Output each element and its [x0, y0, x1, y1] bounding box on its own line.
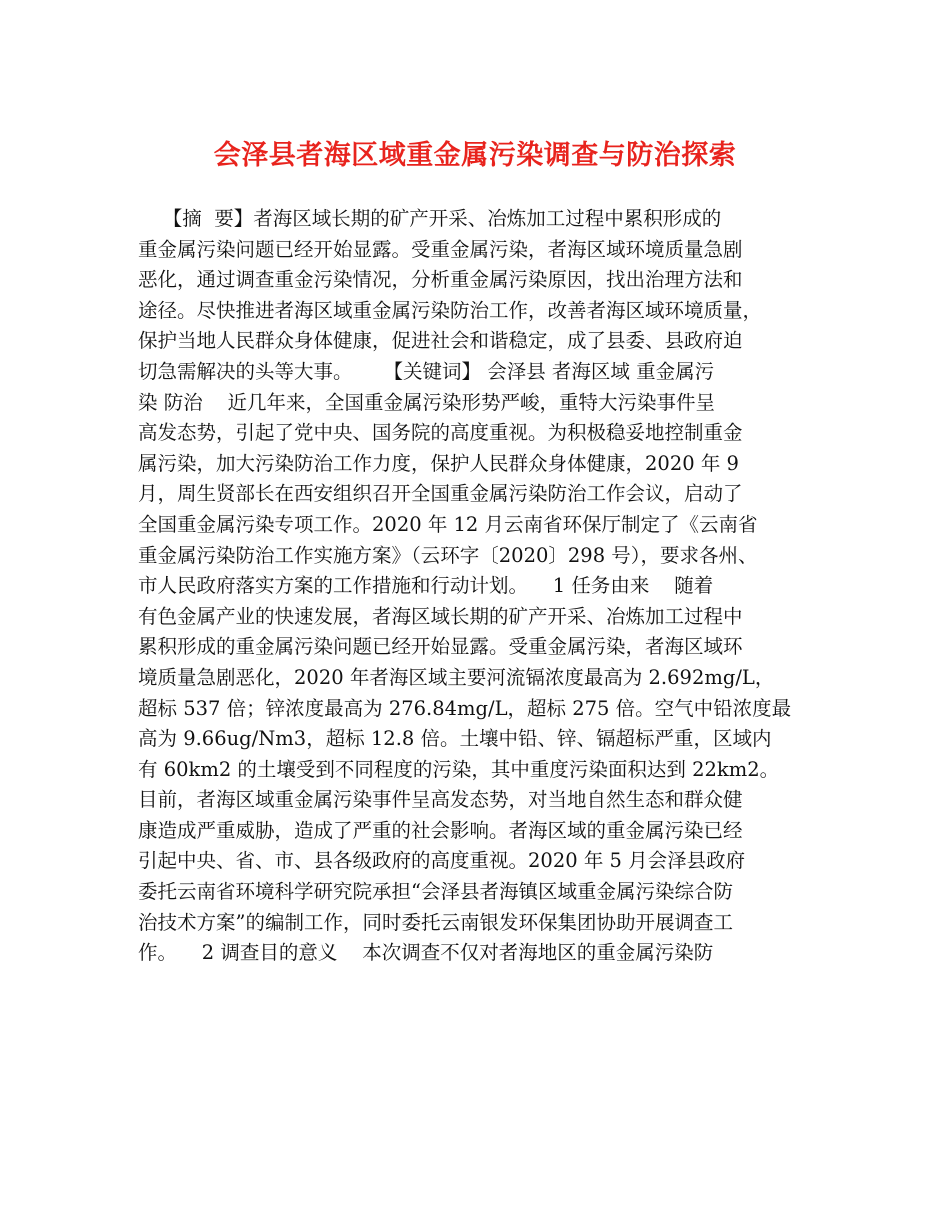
body-line: 月，周生贤部长在西安组织召开全国重金属污染防治工作会议，启动了: [138, 482, 743, 506]
body-line: 全国重金属污染专项工作。2020 年 12 月云南省环保厅制定了《云南省: [138, 512, 758, 536]
body-line: 超标 537 倍；锌浓度最高为 276.84mg/L，超标 275 倍。空气中铅浓度最: [138, 696, 792, 720]
body-line: 途径。尽快推进者海区域重金属污染防治工作，改善者海区域环境质量，: [138, 298, 763, 322]
document-body: [138, 204, 828, 969]
body-line: 保护当地人民群众身体健康，促进社会和谐稳定，成了县委、县政府迫: [138, 329, 743, 353]
body-line: 染 防治 近几年来，全国重金属污染形势严峻，重特大污染事件呈: [138, 390, 715, 414]
body-line: 高为 9.66ug/Nm3，超标 12.8 倍。土壤中铅、锌、镉超标严重，区域内: [138, 727, 772, 751]
body-line: 有色金属产业的快速发展，者海区域长期的矿产开采、冶炼加工过程中: [138, 604, 743, 628]
body-line: 【摘 要】者海区域长期的矿产开采、冶炼加工过程中累积形成的: [138, 207, 722, 230]
body-line: 康造成严重威胁，造成了严重的社会影响。者海区域的重金属污染已经: [138, 818, 743, 842]
body-line: 市人民政府落实方案的工作措施和行动计划。 1 任务由来 随着: [138, 574, 714, 598]
body-line: 引起中央、省、市、县各级政府的高度重视。2020 年 5 月会泽县政府: [138, 849, 746, 873]
body-line: 切急需解决的头等大事。 【关键词】 会泽县 者海区域 重金属污: [138, 359, 715, 383]
body-line: 委托云南省环境科学研究院承担“会泽县者海镇区域重金属污染综合防: [138, 880, 733, 904]
body-line: 恶化，通过调查重金污染情况，分析重金属污染原因，找出治理方法和: [138, 268, 743, 292]
body-line: 目前，者海区域重金属污染事件呈高发态势，对当地自然生态和群众健: [138, 788, 743, 812]
body-line: 属污染，加大污染防治工作力度，保护人民群众身体健康，2020 年 9: [138, 451, 739, 475]
body-line: 治技术方案”的编制工作，同时委托云南银发环保集团协助开展调查工: [138, 910, 733, 934]
document-title: 会泽县者海区域重金属污染调查与防治探索: [213, 140, 737, 171]
body-line: 高发态势，引起了党中央、国务院的高度重视。为积极稳妥地控制重金: [138, 421, 743, 445]
body-line: 重金属污染防治工作实施方案》（云环字〔2020〕298 号），要求各州、: [138, 543, 758, 567]
body-line: 有 60km2 的土壤受到不同程度的污染，其中重度污染面积达到 22km2。: [138, 757, 780, 781]
body-line: 作。 2 调查目的意义 本次调查不仅对者海地区的重金属污染防: [138, 941, 714, 965]
body-line: 境质量急剧恶化，2020 年者海区域主要河流镉浓度最高为 2.692mg/L，: [138, 665, 775, 689]
body-line: 重金属污染问题已经开始显露。受重金属污染，者海区域环境质量急剧: [138, 237, 743, 261]
body-line: 累积形成的重金属污染问题已经开始显露。受重金属污染，者海区域环: [138, 635, 743, 659]
